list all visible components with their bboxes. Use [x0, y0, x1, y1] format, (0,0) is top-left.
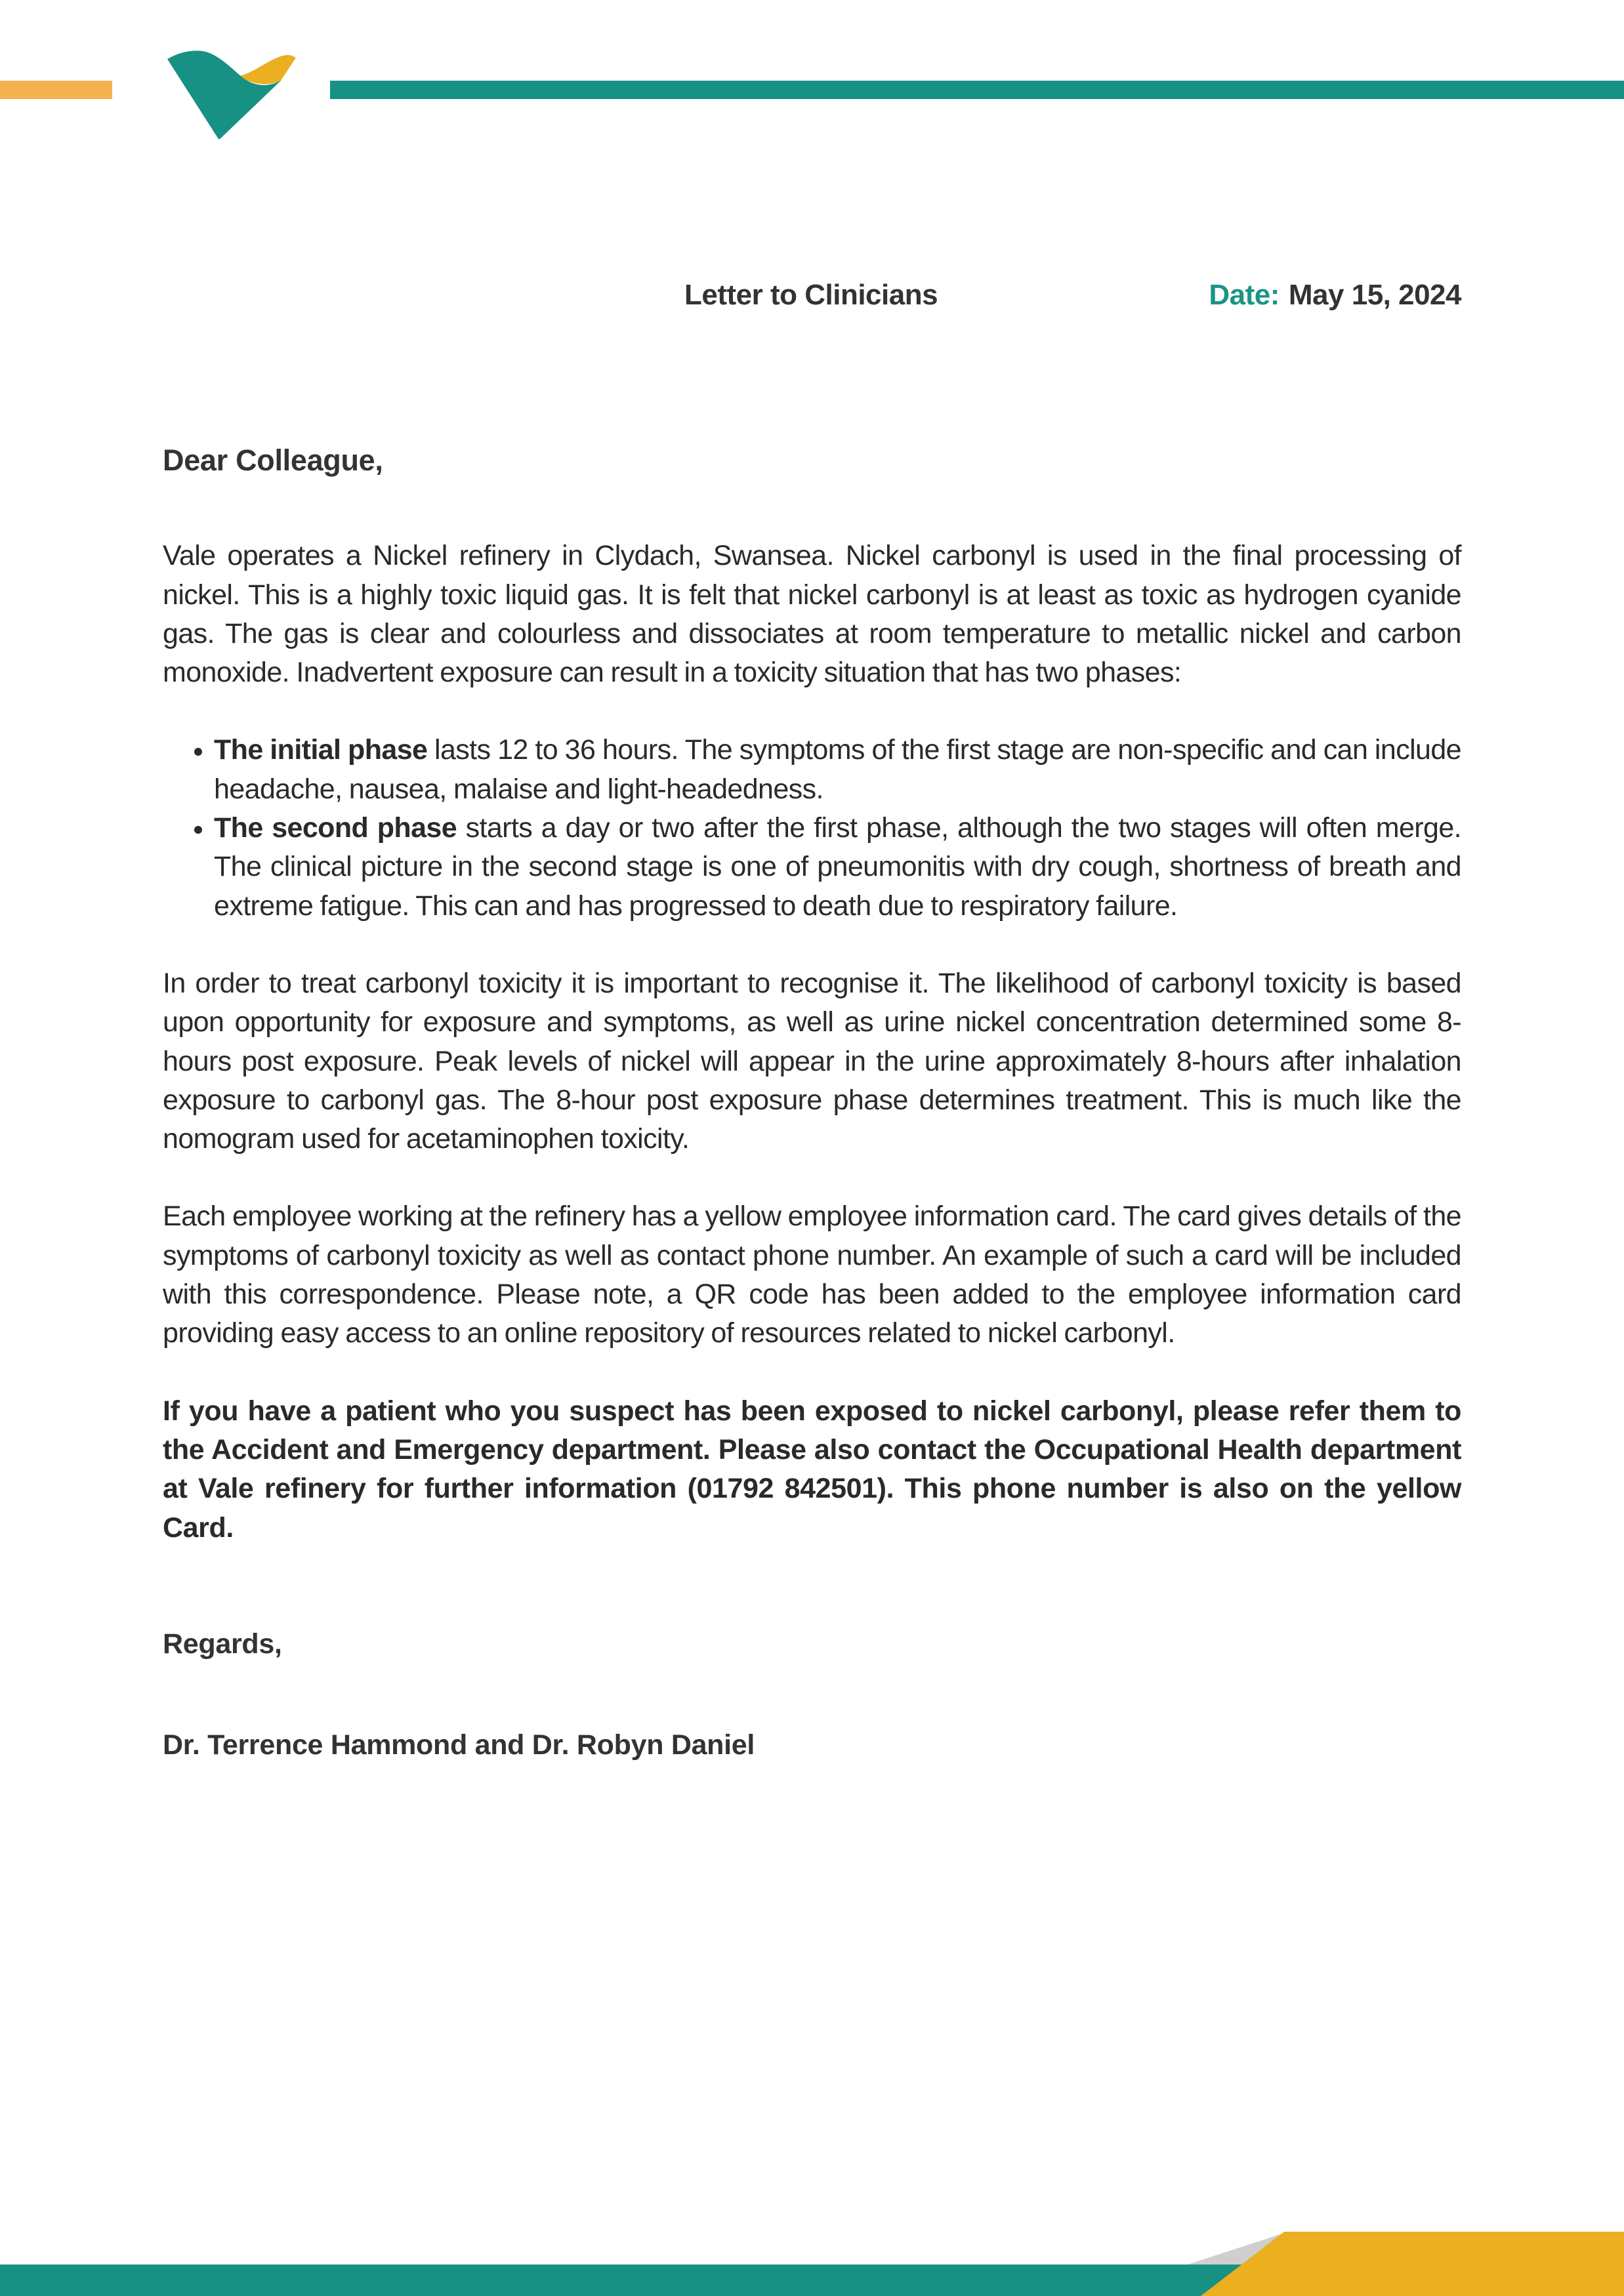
salutation: Dear Colleague, [163, 443, 383, 477]
phase-text: starts a day or two after the first phase, although the two stages will often merge. The clinical picture in the second stage is one of pneumonitis with dry cough, shortness of breath and extreme fatigue. This can and has progressed to death due to respiratory failure. [214, 812, 1462, 922]
phase-title: The initial phase [214, 734, 428, 766]
phase-text: lasts 12 to 36 hours. The symptoms of the first stage are non-specific and can include headache, nausea, malaise and light-headedness. [214, 734, 1461, 805]
vale-logo-icon [167, 47, 296, 142]
header-accent-bar-teal [330, 81, 1624, 99]
intro-paragraph: Vale operates a Nickel refinery in Clydach, Swansea. Nickel carbonyl is used in the final processing of nickel. This is a highly toxic liquid gas. It is felt that nickel carbonyl is at least as toxic as hydrogen cyanide gas. The gas is clear and colourless and dissociates at room temperature to metallic nickel and carbon monoxide. Inadvertent exposure can result in a toxicity situation that has two phases: [163, 540, 1461, 689]
phase-item-initial [214, 731, 1461, 809]
phase-item-second [214, 809, 1461, 926]
signature: Dr. Terrence Hammond and Dr. Robyn Daniel [163, 1729, 755, 1761]
treatment-paragraph: In order to treat carbonyl toxicity it is important to recognise it. The likelihood of carbonyl toxicity is based upon opportunity for exposure and symptoms, as well as urine nickel concentration determined some 8-hours post exposure. Peak levels of nickel will appear in the urine approximately 8-hours after inhalation exposure to carbonyl gas. The 8-hour post exposure phase determines treatment. This is much like the nomogram used for acetaminophen toxicity. [163, 967, 1461, 1155]
date-block [1209, 279, 1461, 312]
phase-title: The second phase [214, 812, 457, 844]
header-accent-bar-orange [0, 81, 112, 99]
date-label: Date: [1209, 279, 1280, 311]
footer-decoration [0, 2230, 1624, 2296]
phases-list [163, 731, 1461, 925]
date-value: May 15, 2024 [1288, 279, 1461, 311]
closing: Regards, [163, 1628, 282, 1660]
letter-header [163, 279, 1461, 318]
referral-notice: If you have a patient who you suspect has been exposed to nickel carbonyl, please refer them to the Accident and Emergency department. Please also contact the Occupational Health department at Vale refinery for further information (01792 842501). This phone number is also on the yellow Card. [163, 1395, 1461, 1544]
document-title: Letter to Clinicians [684, 279, 938, 311]
letter-body [163, 441, 1461, 1765]
card-info-paragraph: Each employee working at the refinery has a yellow employee information card. The card gives details of the symptoms of carbonyl toxicity as well as contact phone number. An example of such a card will be included with this correspondence. Please note, a QR code has been added to the employee information card providing easy access to an online repository of resources related to nickel carbonyl. [163, 1200, 1461, 1349]
